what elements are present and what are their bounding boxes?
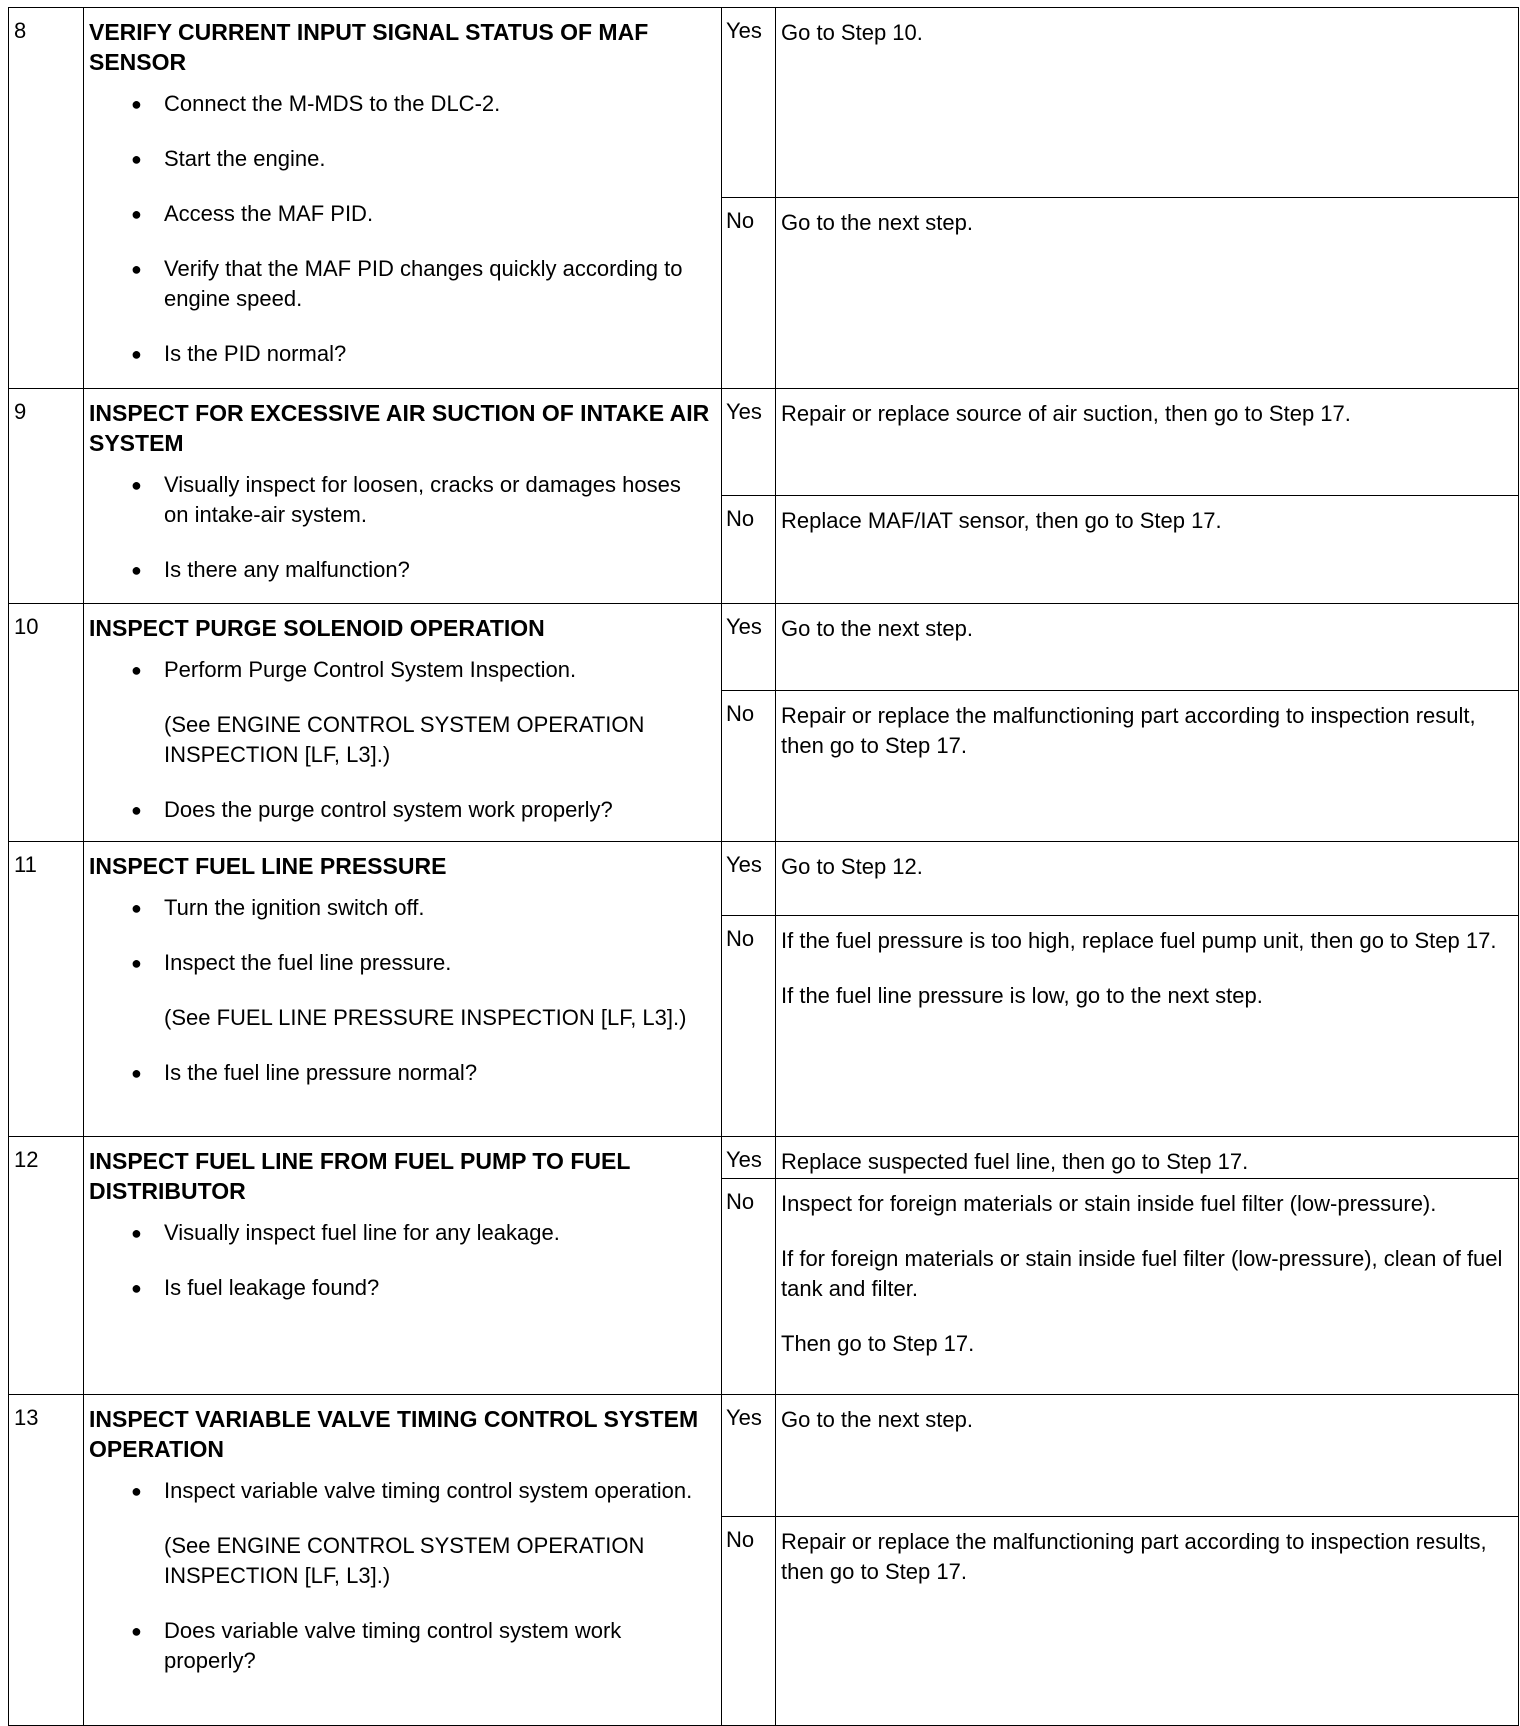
yes-label: Yes [722, 604, 776, 691]
step-row [9, 604, 1519, 691]
step-number: 10 [9, 604, 84, 842]
result-paragraph: Replace MAF/IAT sensor, then go to Step 17. [781, 508, 1222, 533]
step-row [9, 1395, 1519, 1517]
step-title: INSPECT VARIABLE VALVE TIMING CONTROL SYSTEM OPERATION [89, 1406, 699, 1462]
yes-result [776, 8, 1519, 198]
no-result [776, 691, 1519, 842]
action-item: ● Inspect variable valve timing control system operation. [89, 1476, 711, 1506]
no-result [776, 1179, 1519, 1395]
yes-label: Yes [722, 1137, 776, 1179]
step-row [9, 842, 1519, 916]
no-result [776, 496, 1519, 604]
no-result [776, 1517, 1519, 1726]
result-paragraph: Go to Step 10. [781, 20, 923, 45]
action-item: ● Does the purge control system work properly? [89, 795, 711, 825]
result-paragraph: If for foreign materials or stain inside fuel filter (low-pressure), clean of fuel tank and filter. [781, 1246, 1503, 1301]
action-item: ● Perform Purge Control System Inspection. [89, 655, 711, 685]
step-title: INSPECT PURGE SOLENOID OPERATION [89, 615, 545, 641]
yes-result [776, 389, 1519, 496]
step-number: 8 [9, 8, 84, 389]
yes-label: Yes [722, 1395, 776, 1517]
procedure-table-body [9, 8, 1519, 1726]
action-item: ● Access the MAF PID. [89, 199, 711, 229]
result-paragraph: Repair or replace the malfunctioning part according to inspection result, then go to Step 17. [781, 703, 1476, 758]
action-item: ● Visually inspect for loosen, cracks or damages hoses on intake-air system. [89, 470, 711, 530]
result-paragraph: If the fuel line pressure is low, go to the next step. [781, 983, 1263, 1008]
action-item: ● Is the fuel line pressure normal? [89, 1058, 711, 1088]
step-action-cell [84, 604, 722, 842]
result-paragraph: Inspect for foreign materials or stain inside fuel filter (low-pressure). [781, 1191, 1437, 1216]
step-title: INSPECT FUEL LINE PRESSURE [89, 853, 447, 879]
step-number: 11 [9, 842, 84, 1137]
result-paragraph: Then go to Step 17. [781, 1331, 975, 1356]
step-action-list [89, 1218, 711, 1303]
step-action-cell [84, 1137, 722, 1395]
result-paragraph: Go to the next step. [781, 210, 974, 235]
step-action-cell [84, 8, 722, 389]
action-item: ● Start the engine. [89, 144, 711, 174]
step-number: 9 [9, 389, 84, 604]
step-title: VERIFY CURRENT INPUT SIGNAL STATUS OF MAF SENSOR [89, 19, 649, 75]
no-result [776, 198, 1519, 389]
result-paragraph: Go to the next step. [781, 1407, 974, 1432]
action-item: ● Turn the ignition switch off. [89, 893, 711, 923]
yes-result [776, 604, 1519, 691]
no-result [776, 916, 1519, 1137]
step-action-list [89, 1476, 711, 1676]
diagnostic-procedure-table [8, 7, 1519, 1726]
no-label: No [722, 691, 776, 842]
no-label: No [722, 916, 776, 1137]
step-action-cell [84, 842, 722, 1137]
result-paragraph: If the fuel pressure is too high, replace fuel pump unit, then go to Step 17. [781, 928, 1497, 953]
reference-note: (See ENGINE CONTROL SYSTEM OPERATION INSPECTION [LF, L3].) [164, 712, 645, 767]
action-item: ● Is the PID normal? [89, 339, 711, 369]
step-title: INSPECT FUEL LINE FROM FUEL PUMP TO FUEL DISTRIBUTOR [89, 1148, 630, 1204]
action-item: ● Is there any malfunction? [89, 555, 711, 585]
step-action-list [89, 893, 711, 1088]
no-label: No [722, 1517, 776, 1726]
result-paragraph: Go to Step 12. [781, 854, 923, 879]
step-action-list [89, 89, 711, 369]
step-number: 13 [9, 1395, 84, 1726]
step-row [9, 8, 1519, 198]
step-number: 12 [9, 1137, 84, 1395]
yes-result [776, 1137, 1519, 1179]
yes-label: Yes [722, 8, 776, 198]
action-item: ● Does variable valve timing control system work properly? [89, 1616, 711, 1676]
action-item: ● Inspect the fuel line pressure. [89, 948, 711, 978]
step-row [9, 1137, 1519, 1179]
action-item: ● Is fuel leakage found? [89, 1273, 711, 1303]
action-item: ● Connect the M-MDS to the DLC-2. [89, 89, 711, 119]
no-label: No [722, 496, 776, 604]
yes-label: Yes [722, 389, 776, 496]
reference-note: (See ENGINE CONTROL SYSTEM OPERATION INSPECTION [LF, L3].) [164, 1533, 645, 1588]
step-action-cell [84, 389, 722, 604]
step-action-list [89, 655, 711, 825]
reference-note: (See FUEL LINE PRESSURE INSPECTION [LF, L3].) [164, 1005, 687, 1030]
action-item: ● Verify that the MAF PID changes quickly according to engine speed. [89, 254, 711, 314]
no-label: No [722, 198, 776, 389]
result-paragraph: Replace suspected fuel line, then go to Step 17. [781, 1149, 1249, 1174]
result-paragraph: Go to the next step. [781, 616, 974, 641]
step-action-cell [84, 1395, 722, 1726]
step-title: INSPECT FOR EXCESSIVE AIR SUCTION OF INTAKE AIR SYSTEM [89, 400, 710, 456]
yes-result [776, 842, 1519, 916]
action-item: ● Visually inspect fuel line for any leakage. [89, 1218, 711, 1248]
yes-label: Yes [722, 842, 776, 916]
result-paragraph: Repair or replace source of air suction, then go to Step 17. [781, 401, 1351, 426]
step-row [9, 389, 1519, 496]
result-paragraph: Repair or replace the malfunctioning part according to inspection results, then go to Step 17. [781, 1529, 1487, 1584]
no-label: No [722, 1179, 776, 1395]
step-action-list [89, 470, 711, 585]
yes-result [776, 1395, 1519, 1517]
